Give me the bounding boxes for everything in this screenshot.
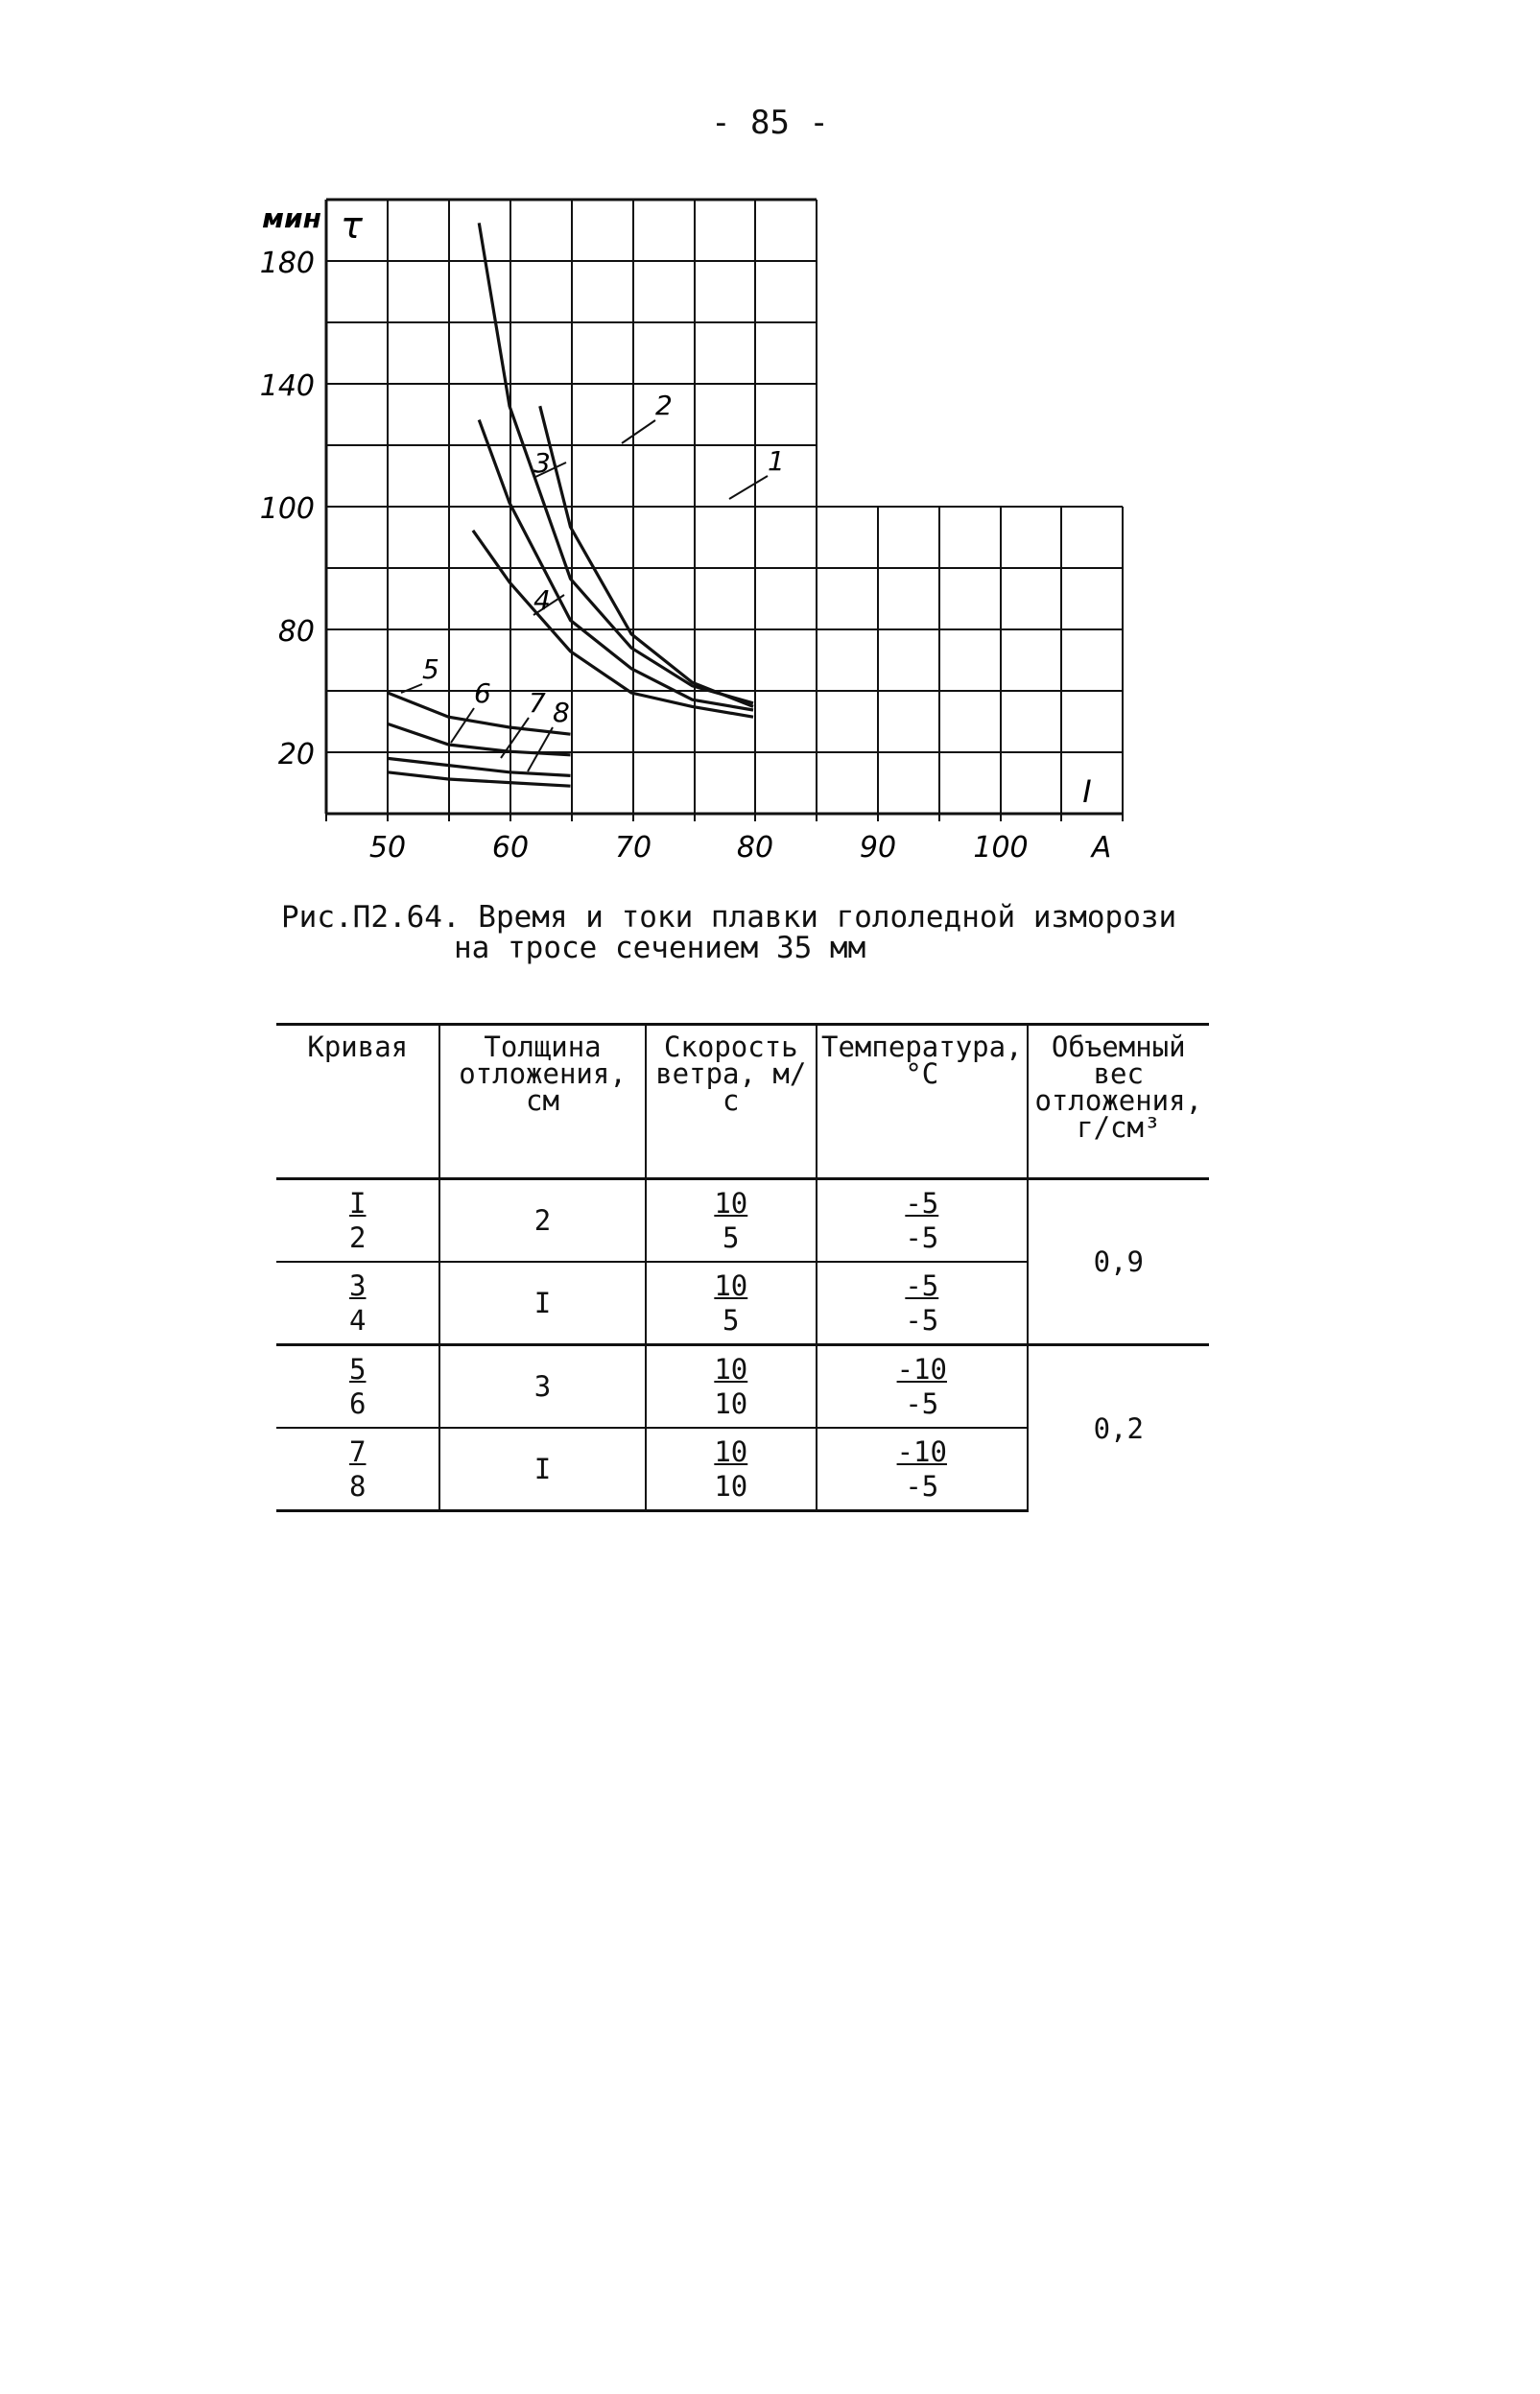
y-tick-label: 20 <box>277 738 315 771</box>
curve-7-label: 7 <box>529 687 546 719</box>
header-density: Объемный вес отложения, г/см³ <box>1028 1025 1209 1179</box>
temperature-cell: $\frac{-10}{-5}$ <box>817 1428 1028 1511</box>
x-tick-label: 90 <box>859 831 897 865</box>
page-number: - 85 - <box>711 104 829 142</box>
x-tick-label: 80 <box>736 831 774 865</box>
table-header-row <box>276 1025 1209 1179</box>
table-row <box>276 1345 1209 1429</box>
header-temperature: Температура, °С <box>817 1025 1028 1179</box>
table-row <box>276 1179 1209 1263</box>
curve-cell: $\frac{3}{4}$ <box>276 1262 439 1345</box>
temperature-cell: $\frac{-5}{-5}$ <box>817 1262 1028 1345</box>
curve-2-label: 2 <box>655 390 673 421</box>
y-unit-label: мин <box>262 202 321 234</box>
parameters-table <box>276 1023 1209 1512</box>
x-tick-label: 100 <box>973 831 1029 865</box>
caption-line-1: Рис.П2.64. Время и токи плавки гололедной изморози <box>281 900 1177 935</box>
header-curve: Кривая <box>307 1031 409 1063</box>
y-tick-label: 100 <box>259 492 315 526</box>
thickness-cell: I <box>439 1428 645 1511</box>
curve-4-label: 4 <box>533 584 551 616</box>
thickness-cell: I <box>439 1262 645 1345</box>
axis-symbol-label: I <box>1082 773 1092 810</box>
x-tick-label: 50 <box>368 831 407 865</box>
curve-3-label: 3 <box>533 447 551 479</box>
curve-3 <box>479 420 753 710</box>
x-tick-label: 70 <box>614 831 652 865</box>
temperature-cell: $\frac{-5}{-5}$ <box>817 1179 1028 1263</box>
curve-7 <box>388 758 571 775</box>
density-cell: 0,2 <box>1028 1345 1209 1511</box>
caption-line-2: на тросе сечением 35 мм <box>454 931 866 965</box>
curve-2 <box>479 223 753 702</box>
chart-grid <box>326 200 1123 821</box>
y-symbol-label: τ <box>341 204 363 247</box>
curve-cell: $\frac{5}{6}$ <box>276 1345 439 1429</box>
curve-cell: $\frac{7}{8}$ <box>276 1428 439 1511</box>
wind-cell: $\frac{10}{10}$ <box>646 1345 817 1429</box>
x-tick-label: 60 <box>491 831 530 865</box>
curve-8-label: 8 <box>553 697 570 728</box>
curve-6-label: 6 <box>474 677 491 709</box>
curve-2-leader <box>622 420 655 443</box>
x-tick-label: А <box>1091 831 1112 865</box>
y-tick-label: 140 <box>259 369 315 403</box>
figure-caption <box>281 902 1241 963</box>
temperature-cell: $\frac{-10}{-5}$ <box>817 1345 1028 1429</box>
melting-time-chart <box>0 0 1540 892</box>
density-cell: 0,9 <box>1028 1179 1209 1345</box>
header-wind: Скорость ветра, м/с <box>646 1025 817 1179</box>
curve-6-leader <box>451 708 474 743</box>
header-thickness: Толщина отложения, см <box>439 1025 645 1179</box>
curve-1-leader <box>729 476 768 499</box>
curve-8-leader <box>528 727 553 771</box>
curve-6 <box>388 723 571 754</box>
y-tick-label: 180 <box>259 247 315 280</box>
wind-cell: $\frac{10}{10}$ <box>646 1428 817 1511</box>
thickness-cell: 2 <box>439 1179 645 1263</box>
curve-5-label: 5 <box>422 653 439 685</box>
thickness-cell: 3 <box>439 1345 645 1429</box>
curve-cell: $\frac{I}{2}$ <box>276 1179 439 1263</box>
y-tick-label: 80 <box>277 615 315 649</box>
wind-cell: $\frac{10}{5}$ <box>646 1262 817 1345</box>
chart-curves <box>388 223 753 786</box>
wind-cell: $\frac{10}{5}$ <box>646 1179 817 1263</box>
curve-1-label: 1 <box>768 445 785 477</box>
